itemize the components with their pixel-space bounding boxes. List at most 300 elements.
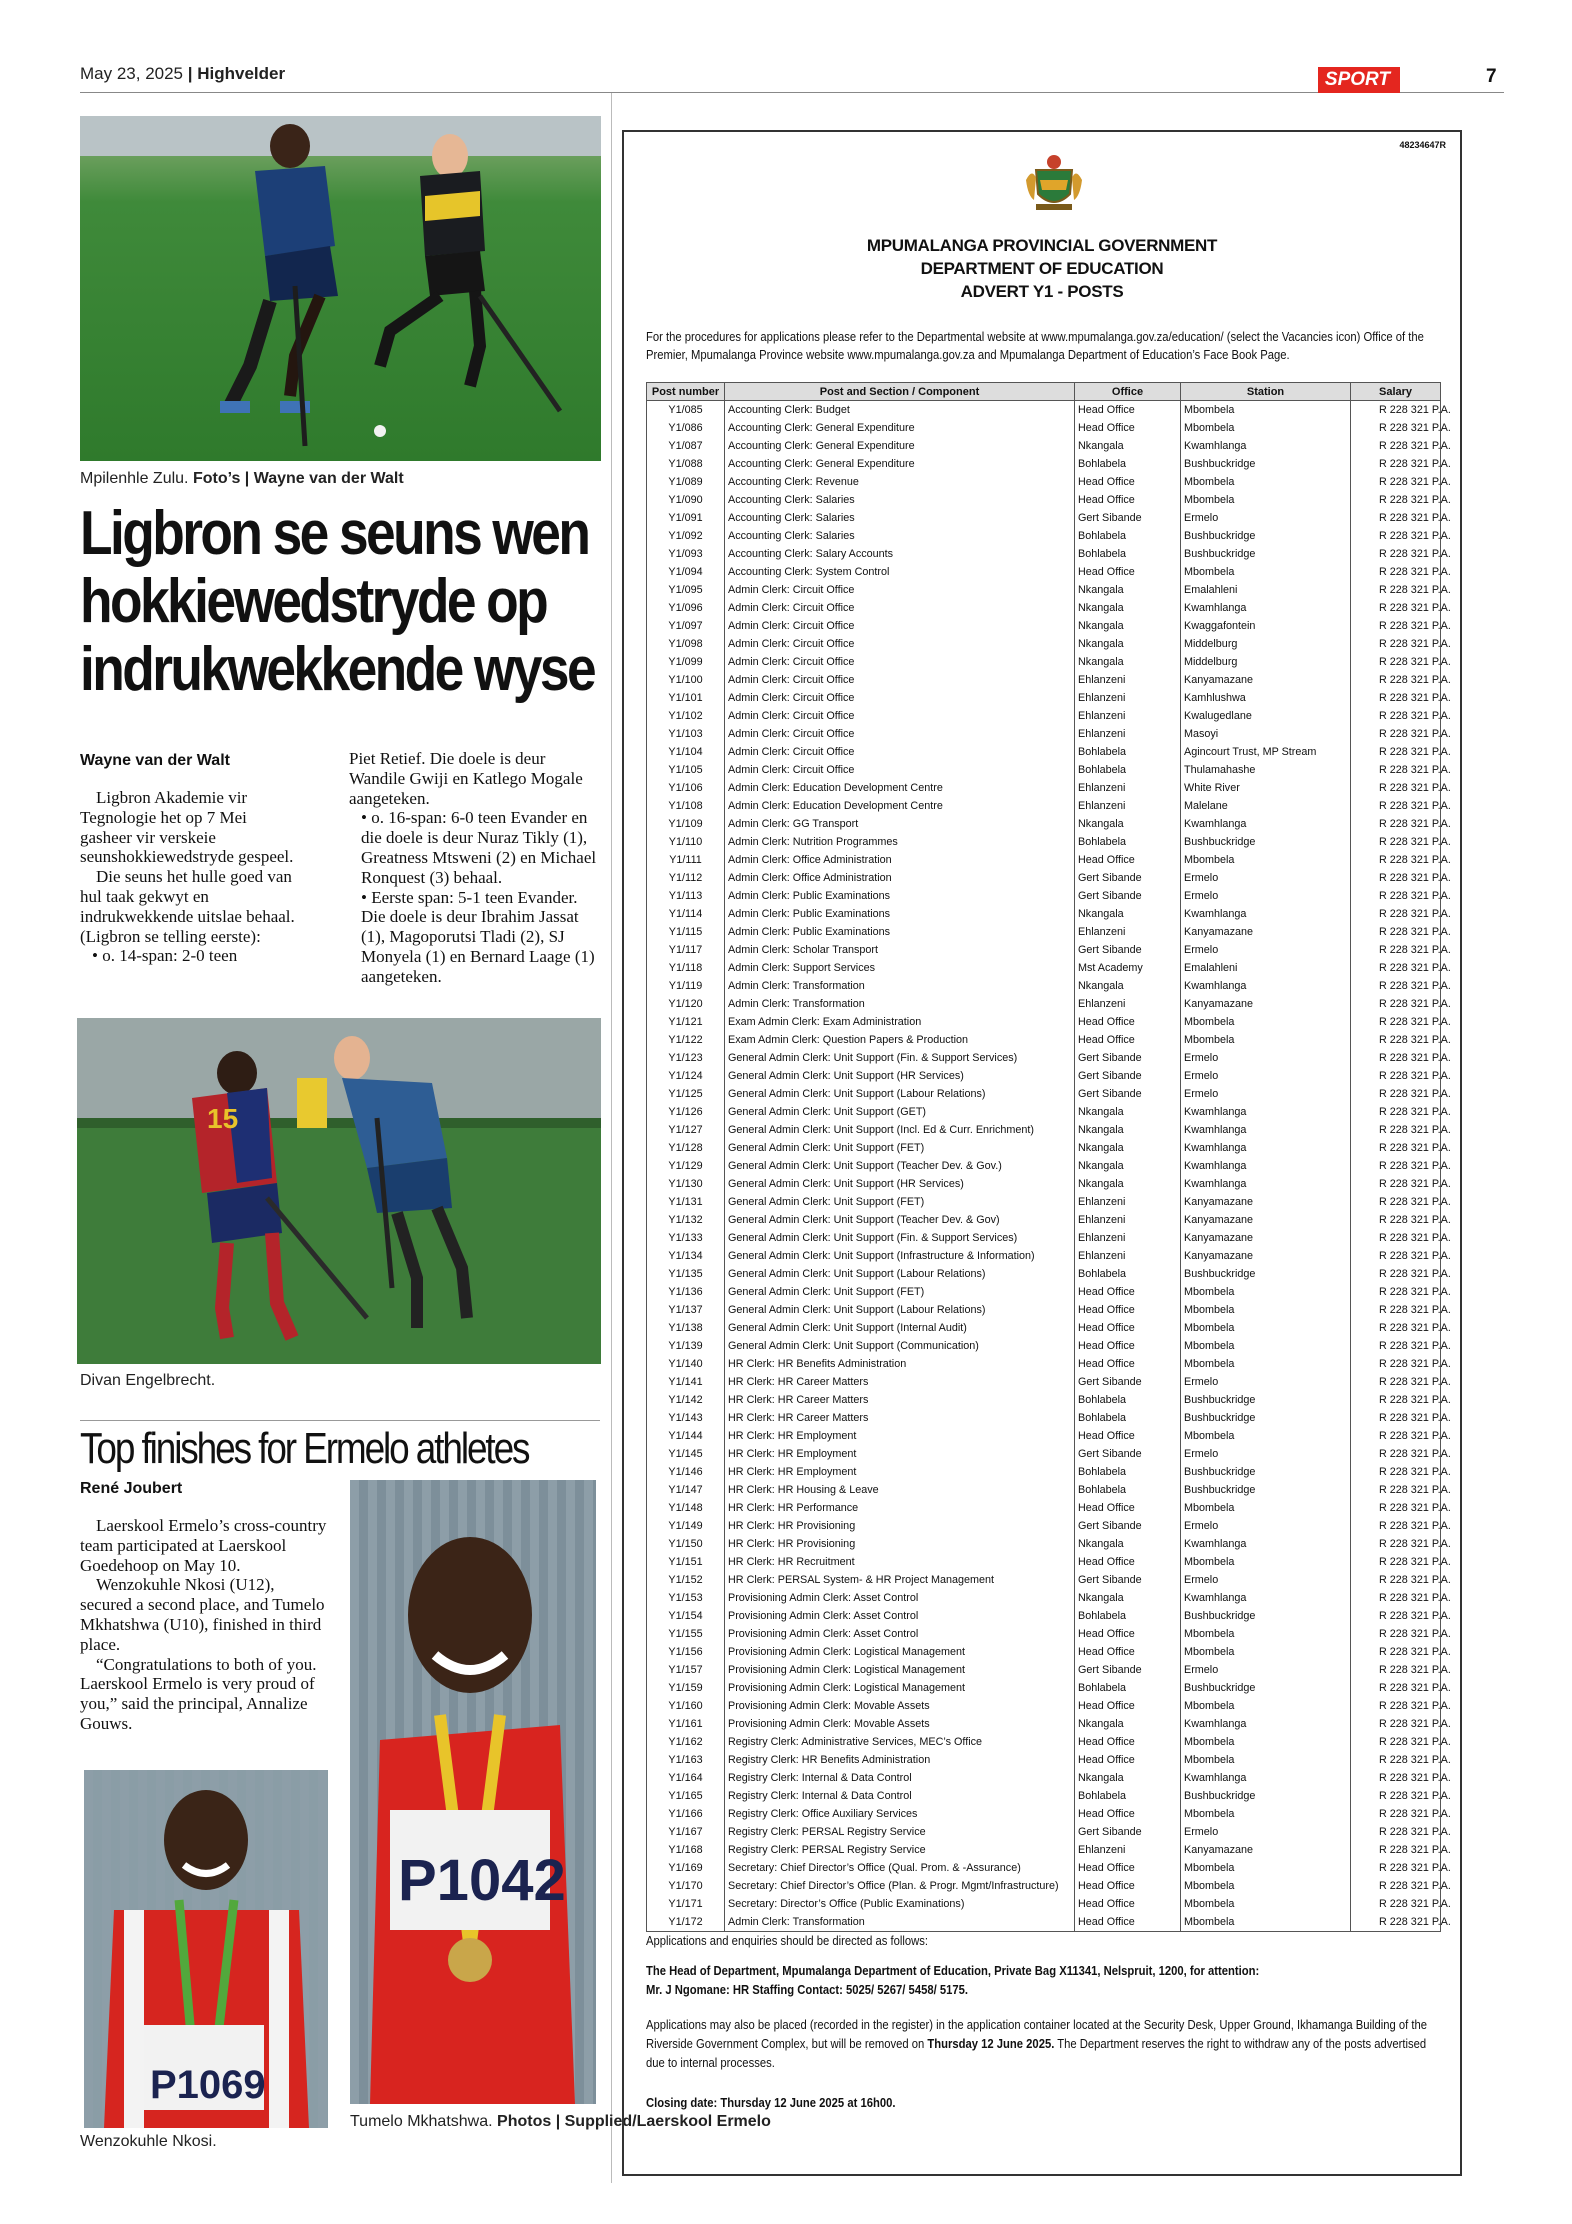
table-row (647, 1841, 1441, 1859)
salary-cell: R 228 321 P.A. (1351, 437, 1441, 455)
salary-cell: R 228 321 P.A. (1351, 689, 1441, 707)
post-number-cell: Y1/155 (647, 1625, 725, 1643)
office-cell: Head Office (1075, 1895, 1181, 1913)
removal-date: Thursday 12 June 2025. (927, 2037, 1055, 2051)
post-title-cell: Accounting Clerk: System Control (725, 563, 1075, 581)
salary-cell: R 228 321 P.A. (1351, 527, 1441, 545)
vacancies-table (646, 382, 1451, 1932)
photo1-caption-credit: Foto’s | Wayne van der Walt (192, 470, 404, 487)
office-cell: Head Office (1075, 1625, 1181, 1643)
table-row (647, 1499, 1441, 1517)
station-cell: Kwamhlanga (1181, 1121, 1351, 1139)
office-cell: Gert Sibande (1075, 1067, 1181, 1085)
post-number-cell: Y1/140 (647, 1355, 725, 1373)
station-cell: Kwamhlanga (1181, 977, 1351, 995)
salary-cell: R 228 321 P.A. (1351, 977, 1441, 995)
office-cell: Gert Sibande (1075, 869, 1181, 887)
story1-column-2 (349, 749, 605, 987)
station-cell: Kanyamazane (1181, 995, 1351, 1013)
table-row (647, 743, 1441, 761)
table-row (647, 491, 1441, 509)
post-number-cell: Y1/137 (647, 1301, 725, 1319)
post-number-cell: Y1/169 (647, 1859, 725, 1877)
office-cell: Nkangala (1075, 599, 1181, 617)
post-title-cell: Admin Clerk: Circuit Office (725, 581, 1075, 599)
salary-cell: R 228 321 P.A. (1351, 959, 1441, 977)
post-number-cell: Y1/126 (647, 1103, 725, 1121)
station-cell: Kwamhlanga (1181, 1175, 1351, 1193)
post-number-cell: Y1/157 (647, 1661, 725, 1679)
photo-right-caption-name: Tumelo Mkhatshwa. (350, 2113, 493, 2130)
post-title-cell: Secretary: Director’s Office (Public Examinations) (725, 1895, 1075, 1913)
office-cell: Head Office (1075, 1301, 1181, 1319)
post-number-cell: Y1/120 (647, 995, 725, 1013)
office-cell: Head Office (1075, 1031, 1181, 1049)
salary-cell: R 228 321 P.A. (1351, 923, 1441, 941)
column-header: Post and Section / Component (725, 383, 1075, 401)
table-row (647, 1445, 1441, 1463)
post-number-cell: Y1/127 (647, 1121, 725, 1139)
table-row (647, 1049, 1441, 1067)
post-title-cell: Secretary: Chief Director’s Office (Plan. & Progr. Mgmt/Infrastructure) (725, 1877, 1075, 1895)
post-title-cell: Accounting Clerk: Revenue (725, 473, 1075, 491)
salary-cell: R 228 321 P.A. (1351, 509, 1441, 527)
table-row (647, 707, 1441, 725)
post-title-cell: Admin Clerk: Circuit Office (725, 707, 1075, 725)
table-row (647, 1175, 1441, 1193)
post-number-cell: Y1/132 (647, 1211, 725, 1229)
station-cell: Ermelo (1181, 887, 1351, 905)
table-row (647, 653, 1441, 671)
station-cell: Ermelo (1181, 1517, 1351, 1535)
office-cell: Bohlabela (1075, 455, 1181, 473)
station-cell: Kwamhlanga (1181, 1103, 1351, 1121)
salary-cell: R 228 321 P.A. (1351, 473, 1441, 491)
table-row (647, 779, 1441, 797)
table-row (647, 1265, 1441, 1283)
post-number-cell: Y1/153 (647, 1589, 725, 1607)
photo-right-caption-credit: Photos | Supplied/Laerskool Ermelo (497, 2113, 771, 2130)
office-cell: Head Office (1075, 1427, 1181, 1445)
column-header: Station (1181, 383, 1351, 401)
salary-cell: R 228 321 P.A. (1351, 1247, 1441, 1265)
office-cell: Nkangala (1075, 815, 1181, 833)
advert-intro: For the procedures for applications please refer to the Departmental website at www.mpumalanga.gov.za/education/ (select the Vacancies icon) Office of the Premier, Mpumalanga Province website www.mpumalanga.gov.za and Mpumalanga Department of Education’s Face Book Page. (646, 330, 1424, 362)
station-cell: Kwamhlanga (1181, 815, 1351, 833)
table-row (647, 1157, 1441, 1175)
table-row (647, 1625, 1441, 1643)
salary-cell: R 228 321 P.A. (1351, 1157, 1441, 1175)
story1-byline: Wayne van der Walt (80, 752, 230, 769)
office-cell: Nkangala (1075, 635, 1181, 653)
office-cell: Head Office (1075, 1319, 1181, 1337)
post-number-cell: Y1/089 (647, 473, 725, 491)
post-number-cell: Y1/088 (647, 455, 725, 473)
office-cell: Nkangala (1075, 1589, 1181, 1607)
office-cell: Ehlanzeni (1075, 1211, 1181, 1229)
post-number-cell: Y1/104 (647, 743, 725, 761)
enquiries-text: Applications and enquiries should be directed as follows: (646, 1934, 929, 1948)
table-row (647, 923, 1441, 941)
table-row (647, 761, 1441, 779)
office-cell: Gert Sibande (1075, 1517, 1181, 1535)
table-row (647, 1319, 1441, 1337)
athlete-photo-wenzokuhle (84, 1770, 328, 2128)
post-title-cell: Admin Clerk: Office Administration (725, 851, 1075, 869)
table-row (647, 1805, 1441, 1823)
station-cell: Kanyamazane (1181, 1193, 1351, 1211)
post-number-cell: Y1/142 (647, 1391, 725, 1409)
coat-of-arms-logo (1022, 150, 1086, 214)
salary-cell: R 228 321 P.A. (1351, 1535, 1441, 1553)
post-title-cell: Provisioning Admin Clerk: Movable Assets (725, 1715, 1075, 1733)
station-cell: Kanyamazane (1181, 1211, 1351, 1229)
post-number-cell: Y1/098 (647, 635, 725, 653)
office-cell: Head Office (1075, 1697, 1181, 1715)
table-row (647, 1715, 1441, 1733)
salary-cell: R 228 321 P.A. (1351, 905, 1441, 923)
story2-byline: René Joubert (80, 1480, 183, 1497)
station-cell: Ermelo (1181, 1373, 1351, 1391)
station-cell: Mbombela (1181, 1913, 1351, 1932)
post-title-cell: General Admin Clerk: Unit Support (Incl. Ed & Curr. Enrichment) (725, 1121, 1075, 1139)
office-cell: Nkangala (1075, 1139, 1181, 1157)
table-row (647, 869, 1441, 887)
salary-cell: R 228 321 P.A. (1351, 419, 1441, 437)
office-cell: Ehlanzeni (1075, 671, 1181, 689)
table-row (647, 509, 1441, 527)
post-title-cell: Admin Clerk: Education Development Centre (725, 797, 1075, 815)
story1-paragraph: Die seuns het hulle goed van hul taak gekwyt en indrukwekkende uitslae behaal. (Ligbron se telling eerste): (80, 867, 295, 946)
salary-cell: R 228 321 P.A. (1351, 1229, 1441, 1247)
table-row (647, 1229, 1441, 1247)
post-number-cell: Y1/090 (647, 491, 725, 509)
post-number-cell: Y1/115 (647, 923, 725, 941)
salary-cell: R 228 321 P.A. (1351, 1409, 1441, 1427)
salary-cell: R 228 321 P.A. (1351, 1373, 1441, 1391)
table-row (647, 617, 1441, 635)
photo1-caption (80, 470, 404, 488)
post-title-cell: Provisioning Admin Clerk: Asset Control (725, 1607, 1075, 1625)
post-number-cell: Y1/150 (647, 1535, 725, 1553)
station-cell: Bushbuckridge (1181, 1481, 1351, 1499)
station-cell: Kanyamazane (1181, 923, 1351, 941)
salary-cell: R 228 321 P.A. (1351, 1895, 1441, 1913)
office-cell: Bohlabela (1075, 1463, 1181, 1481)
page-number: 7 (1486, 66, 1497, 87)
table-row (647, 887, 1441, 905)
station-cell: Bushbuckridge (1181, 1265, 1351, 1283)
bib-number-right: P1042 (398, 1848, 566, 1913)
post-number-cell: Y1/165 (647, 1787, 725, 1805)
post-title-cell: Provisioning Admin Clerk: Movable Assets (725, 1697, 1075, 1715)
office-cell: Gert Sibande (1075, 1049, 1181, 1067)
post-number-cell: Y1/122 (647, 1031, 725, 1049)
station-cell: Mbombela (1181, 1751, 1351, 1769)
post-title-cell: Provisioning Admin Clerk: Asset Control (725, 1625, 1075, 1643)
table-row (647, 725, 1441, 743)
post-number-cell: Y1/102 (647, 707, 725, 725)
post-title-cell: Admin Clerk: Support Services (725, 959, 1075, 977)
table-row (647, 599, 1441, 617)
office-cell: Head Office (1075, 1643, 1181, 1661)
office-cell: Nkangala (1075, 977, 1181, 995)
post-title-cell: Accounting Clerk: Budget (725, 401, 1075, 420)
salary-cell: R 228 321 P.A. (1351, 545, 1441, 563)
table-row (647, 1139, 1441, 1157)
office-cell: Bohlabela (1075, 1787, 1181, 1805)
office-cell: Nkangala (1075, 1535, 1181, 1553)
station-cell: Mbombela (1181, 1805, 1351, 1823)
salary-cell: R 228 321 P.A. (1351, 1571, 1441, 1589)
post-number-cell: Y1/091 (647, 509, 725, 527)
post-title-cell: General Admin Clerk: Unit Support (Teacher Dev. & Gov.) (725, 1157, 1075, 1175)
table-row (647, 1877, 1441, 1895)
office-cell: Bohlabela (1075, 743, 1181, 761)
station-cell: Ermelo (1181, 1067, 1351, 1085)
station-cell: Mbombela (1181, 1013, 1351, 1031)
table-row (647, 563, 1441, 581)
table-row (647, 995, 1441, 1013)
office-cell: Gert Sibande (1075, 1373, 1181, 1391)
advert-title (624, 234, 1460, 303)
salary-cell: R 228 321 P.A. (1351, 1553, 1441, 1571)
office-cell: Gert Sibande (1075, 1823, 1181, 1841)
salary-cell: R 228 321 P.A. (1351, 1679, 1441, 1697)
table-row (647, 1355, 1441, 1373)
station-cell: Bushbuckridge (1181, 1607, 1351, 1625)
address-line: The Head of Department, Mpumalanga Department of Education, Private Bag X11341, Nelspruit, 1200, for attention: (646, 1964, 1260, 1978)
post-title-cell: General Admin Clerk: Unit Support (FET) (725, 1193, 1075, 1211)
office-cell: Bohlabela (1075, 761, 1181, 779)
table-row (647, 581, 1441, 599)
table-row (647, 1067, 1441, 1085)
athlete-photo-tumelo (350, 1480, 596, 2104)
table-row (647, 797, 1441, 815)
header-rule (80, 92, 1504, 93)
station-cell: Ermelo (1181, 869, 1351, 887)
post-number-cell: Y1/145 (647, 1445, 725, 1463)
table-row (647, 1031, 1441, 1049)
post-number-cell: Y1/130 (647, 1175, 725, 1193)
post-number-cell: Y1/119 (647, 977, 725, 995)
post-title-cell: HR Clerk: HR Employment (725, 1445, 1075, 1463)
post-title-cell: Provisioning Admin Clerk: Asset Control (725, 1589, 1075, 1607)
hockey-photo-1 (80, 116, 601, 461)
office-cell: Bohlabela (1075, 1607, 1181, 1625)
register-notice (646, 2016, 1438, 2073)
table-row (647, 1103, 1441, 1121)
office-cell: Ehlanzeni (1075, 1247, 1181, 1265)
post-number-cell: Y1/163 (647, 1751, 725, 1769)
story1-paragraph: Ligbron Akademie vir Tegnologie het op 7 Mei gasheer vir verskeie seunshokkiewedstryde gespeel. (80, 788, 294, 867)
salary-cell: R 228 321 P.A. (1351, 1481, 1441, 1499)
salary-cell: R 228 321 P.A. (1351, 1067, 1441, 1085)
station-cell: Mbombela (1181, 1733, 1351, 1751)
masthead-dateline (80, 64, 285, 84)
office-cell: Head Office (1075, 1499, 1181, 1517)
post-title-cell: Admin Clerk: Office Administration (725, 869, 1075, 887)
post-title-cell: General Admin Clerk: Unit Support (Labour Relations) (725, 1301, 1075, 1319)
station-cell: Kwamhlanga (1181, 905, 1351, 923)
station-cell: Kwamhlanga (1181, 1769, 1351, 1787)
post-number-cell: Y1/167 (647, 1823, 725, 1841)
table-row (647, 1607, 1441, 1625)
post-number-cell: Y1/097 (647, 617, 725, 635)
station-cell: Thulamahashe (1181, 761, 1351, 779)
post-number-cell: Y1/096 (647, 599, 725, 617)
post-number-cell: Y1/110 (647, 833, 725, 851)
salary-cell: R 228 321 P.A. (1351, 1445, 1441, 1463)
station-cell: Mbombela (1181, 401, 1351, 420)
post-number-cell: Y1/087 (647, 437, 725, 455)
post-number-cell: Y1/152 (647, 1571, 725, 1589)
salary-cell: R 228 321 P.A. (1351, 1859, 1441, 1877)
office-cell: Nkangala (1075, 1157, 1181, 1175)
post-title-cell: Admin Clerk: Circuit Office (725, 689, 1075, 707)
post-title-cell: General Admin Clerk: Unit Support (Labour Relations) (725, 1085, 1075, 1103)
post-number-cell: Y1/172 (647, 1913, 725, 1932)
station-cell: Bushbuckridge (1181, 833, 1351, 851)
post-title-cell: Admin Clerk: Public Examinations (725, 887, 1075, 905)
post-number-cell: Y1/148 (647, 1499, 725, 1517)
table-row (647, 671, 1441, 689)
station-cell: Emalahleni (1181, 959, 1351, 977)
post-title-cell: General Admin Clerk: Unit Support (Fin. & Support Services) (725, 1229, 1075, 1247)
salary-cell: R 228 321 P.A. (1351, 671, 1441, 689)
salary-cell: R 228 321 P.A. (1351, 743, 1441, 761)
office-cell: Nkangala (1075, 437, 1181, 455)
station-cell: Mbombela (1181, 1337, 1351, 1355)
post-number-cell: Y1/136 (647, 1283, 725, 1301)
table-row (647, 1409, 1441, 1427)
post-title-cell: General Admin Clerk: Unit Support (Labour Relations) (725, 1265, 1075, 1283)
post-title-cell: General Admin Clerk: Unit Support (Communication) (725, 1337, 1075, 1355)
story1-bullet: • Eerste span: 5-1 teen Evander. Die doele is deur Ibrahim Jassat (1), Magoporutsi Tladi (2), SJ Monyela (1) en Bernard Laage (1) aangeteken. (361, 887, 595, 986)
post-title-cell: Accounting Clerk: Salaries (725, 509, 1075, 527)
office-cell: Bohlabela (1075, 545, 1181, 563)
table-row (647, 1247, 1441, 1265)
photo-left-caption: Wenzokuhle Nkosi. (80, 2133, 217, 2150)
post-title-cell: Admin Clerk: Circuit Office (725, 743, 1075, 761)
post-title-cell: Admin Clerk: Circuit Office (725, 599, 1075, 617)
register-text: Applications may also be placed (recorded in the register) in the application container located at the Security Desk, Upper Ground, Ikhamanga Building of the Riverside Government Complex, but will be removed on (646, 2018, 1428, 2051)
salary-cell: R 228 321 P.A. (1351, 1607, 1441, 1625)
salary-cell: R 228 321 P.A. (1351, 1751, 1441, 1769)
station-cell: Mbombela (1181, 1031, 1351, 1049)
salary-cell: R 228 321 P.A. (1351, 1337, 1441, 1355)
salary-cell: R 228 321 P.A. (1351, 1661, 1441, 1679)
post-title-cell: Provisioning Admin Clerk: Logistical Management (725, 1679, 1075, 1697)
post-number-cell: Y1/164 (647, 1769, 725, 1787)
station-cell: Ermelo (1181, 1661, 1351, 1679)
office-cell: Head Office (1075, 401, 1181, 420)
station-cell: White River (1181, 779, 1351, 797)
station-cell: Kwamhlanga (1181, 437, 1351, 455)
office-cell: Nkangala (1075, 1769, 1181, 1787)
office-cell: Nkangala (1075, 1715, 1181, 1733)
photo2-caption: Divan Engelbrecht. (80, 1372, 216, 1389)
post-title-cell: Accounting Clerk: Salaries (725, 491, 1075, 509)
post-title-cell: General Admin Clerk: Unit Support (Internal Audit) (725, 1319, 1075, 1337)
salary-cell: R 228 321 P.A. (1351, 491, 1441, 509)
station-cell: Bushbuckridge (1181, 455, 1351, 473)
salary-cell: R 228 321 P.A. (1351, 1319, 1441, 1337)
table-row (647, 1085, 1441, 1103)
hockey-photo-2 (77, 1018, 601, 1364)
salary-cell: R 228 321 P.A. (1351, 1913, 1441, 1932)
station-cell: Masoyi (1181, 725, 1351, 743)
post-number-cell: Y1/138 (647, 1319, 725, 1337)
post-number-cell: Y1/128 (647, 1139, 725, 1157)
table-row (647, 1391, 1441, 1409)
table-row (647, 1481, 1441, 1499)
post-number-cell: Y1/149 (647, 1517, 725, 1535)
office-cell: Nkangala (1075, 617, 1181, 635)
station-cell: Mbombela (1181, 1499, 1351, 1517)
advert-title-line: MPUMALANGA PROVINCIAL GOVERNMENT (866, 236, 1218, 255)
publication-name: Highvelder (197, 64, 286, 83)
post-number-cell: Y1/105 (647, 761, 725, 779)
post-title-cell: Exam Admin Clerk: Exam Administration (725, 1013, 1075, 1031)
office-cell: Ehlanzeni (1075, 779, 1181, 797)
post-title-cell: HR Clerk: HR Employment (725, 1427, 1075, 1445)
post-number-cell: Y1/094 (647, 563, 725, 581)
story2-paragraph: Wenzokuhle Nkosi (U12), secured a second place, and Tumelo Mkhatshwa (U10), finished in third place. (80, 1575, 325, 1654)
post-number-cell: Y1/143 (647, 1409, 725, 1427)
table-row (647, 1697, 1441, 1715)
office-cell: Head Office (1075, 1859, 1181, 1877)
post-number-cell: Y1/154 (647, 1607, 725, 1625)
office-cell: Bohlabela (1075, 1481, 1181, 1499)
salary-cell: R 228 321 P.A. (1351, 1391, 1441, 1409)
station-cell: Mbombela (1181, 1697, 1351, 1715)
post-title-cell: Secretary: Chief Director’s Office (Qual. Prom. & -Assurance) (725, 1859, 1075, 1877)
office-cell: Gert Sibande (1075, 887, 1181, 905)
post-title-cell: HR Clerk: HR Benefits Administration (725, 1355, 1075, 1373)
office-cell: Head Office (1075, 1877, 1181, 1895)
office-cell: Head Office (1075, 1913, 1181, 1932)
office-cell: Bohlabela (1075, 1679, 1181, 1697)
salary-cell: R 228 321 P.A. (1351, 635, 1441, 653)
svg-text:15: 15 (207, 1103, 239, 1134)
office-cell: Ehlanzeni (1075, 1229, 1181, 1247)
salary-cell: R 228 321 P.A. (1351, 1733, 1441, 1751)
post-title-cell: Exam Admin Clerk: Question Papers & Production (725, 1031, 1075, 1049)
table-row (647, 1373, 1441, 1391)
office-cell: Ehlanzeni (1075, 1841, 1181, 1859)
station-cell: Malelane (1181, 797, 1351, 815)
salary-cell: R 228 321 P.A. (1351, 1139, 1441, 1157)
station-cell: Kwalugedlane (1181, 707, 1351, 725)
post-number-cell: Y1/160 (647, 1697, 725, 1715)
station-cell: Kwamhlanga (1181, 1535, 1351, 1553)
station-cell: Kwamhlanga (1181, 599, 1351, 617)
station-cell: Kanyamazane (1181, 1841, 1351, 1859)
post-number-cell: Y1/135 (647, 1265, 725, 1283)
story-separator (80, 1420, 600, 1421)
office-cell: Mst Academy (1075, 959, 1181, 977)
post-number-cell: Y1/112 (647, 869, 725, 887)
station-cell: Bushbuckridge (1181, 1787, 1351, 1805)
table-row (647, 635, 1441, 653)
office-cell: Head Office (1075, 473, 1181, 491)
office-cell: Bohlabela (1075, 1391, 1181, 1409)
post-number-cell: Y1/168 (647, 1841, 725, 1859)
post-title-cell: Provisioning Admin Clerk: Logistical Management (725, 1661, 1075, 1679)
station-cell: Kanyamazane (1181, 1247, 1351, 1265)
office-cell: Nkangala (1075, 905, 1181, 923)
